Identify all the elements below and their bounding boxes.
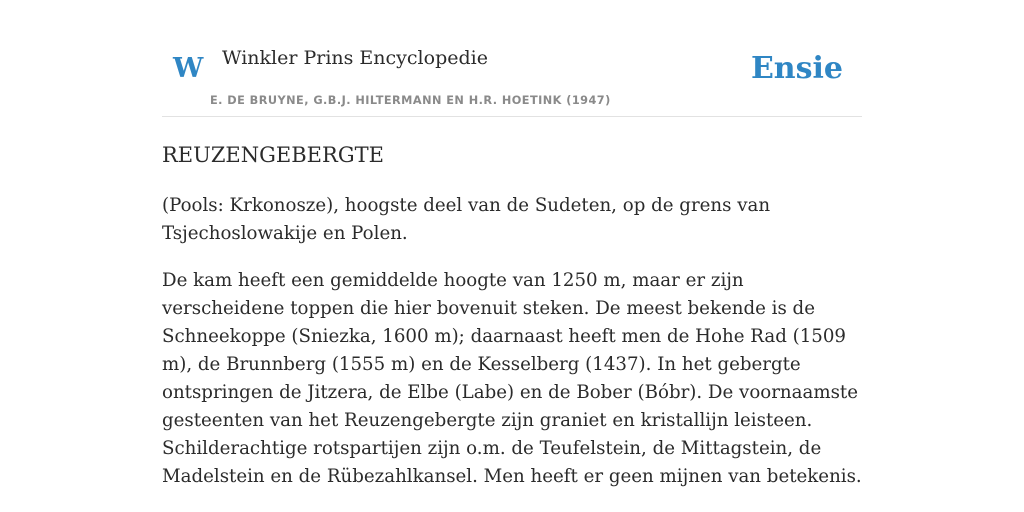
book-title[interactable]: Winkler Prins Encyclopedie xyxy=(222,47,488,69)
header xyxy=(162,0,862,117)
authors-line: E. DE BRUYNE, G.B.J. HILTERMANN EN H.R. HOETINK (1947) xyxy=(210,94,611,107)
winkler-prins-logo[interactable]: W xyxy=(173,53,204,84)
page xyxy=(162,0,862,512)
article-headword: REUZENGEBERGTE xyxy=(162,143,384,167)
ensie-logo[interactable]: Ensie xyxy=(750,51,843,86)
article-paragraph: (Pools: Krkonosze), hoogste deel van de Sudeten, op de grens van Tsjechoslowakije en Polen. xyxy=(162,195,771,244)
article-paragraph: De kam heeft een gemiddelde hoogte van 1250 m, maar er zijn verscheidene toppen die hier bovenuit steken. De meest bekende is de Schneekoppe (Sniezka, 1600 m); daarnaast heeft men de Hohe Rad (1509 m), de Brunnberg (1555 m) en de Kesselberg (1437). In het gebergte ontspringen de Jitzera, de Elbe (Labe) en de Bober (Bóbr). De voornaamste gesteenten van het Reuzengebergte zijn graniet en kristallijn leisteen. Schilderachtige rotspartijen zijn o.m. de Teufelstein, de Mittagstein, de Madelstein en de Rübezahlkansel. Men heeft er geen mijnen van betekenis. xyxy=(162,270,862,487)
